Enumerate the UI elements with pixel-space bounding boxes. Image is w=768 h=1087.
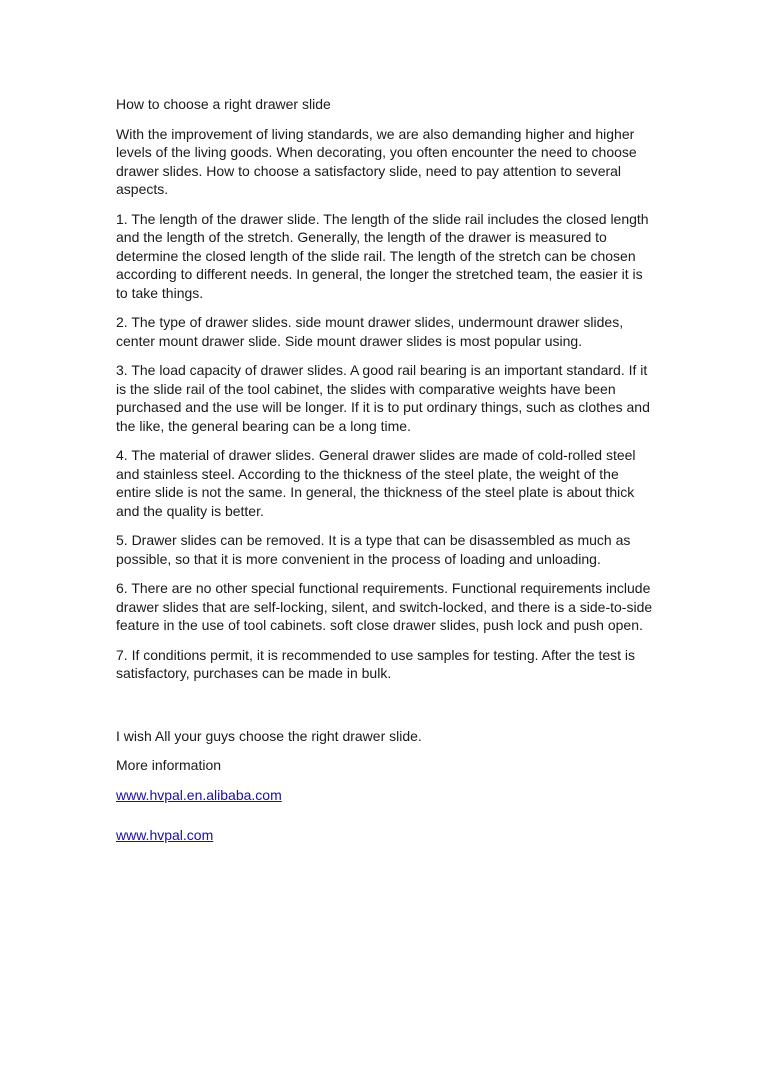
document-page [116,95,656,867]
more-information-label: More information [116,757,222,773]
point-1-paragraph: 1. The length of the drawer slide. The length of the slide rail includes the closed length and the length of the stretch. Generally, the length of the drawer is measured to determine the closed length of the slide rail. The length of the stretch can be chosen according to different needs. In general, the longer the stretched team, the easier it is to take things. [116,210,649,301]
point-7-paragraph: 7. If conditions permit, it is recommended to use samples for testing. After the test is satisfactory, purchases can be made in bulk. [116,646,636,681]
document-title: How to choose a right drawer slide [116,96,331,112]
intro-paragraph: With the improvement of living standards, we are also demanding higher and higher levels of the living goods. When decorating, you often encounter the need to choose drawer slides. How to choose a satisfactory slide, need to pay attention to several aspects. [116,125,637,197]
alibaba-store-link[interactable]: www.hvpal.en.alibaba.com [116,786,282,803]
point-6-paragraph: 6. There are no other special functional requirements. Functional requirements include drawer slides that are self-locking, silent, and switch-locked, and there is a side-to-side feature in the use of tool cabinets. soft close drawer slides, push lock and push open. [116,580,653,633]
link-row-website [116,826,656,856]
link-row-alibaba [116,786,656,816]
blank-space [116,694,656,727]
point-3-paragraph: 3. The load capacity of drawer slides. A good rail bearing is an important standard. If it is the slide rail of the tool cabinet, the slides with comparative weights have been purchased and the use will be longer. If it is to put ordinary things, such as clothes and the like, the general bearing can be a long time. [116,362,650,434]
closing-paragraph: I wish All your guys choose the right drawer slide. [116,727,422,744]
point-2-paragraph: 2. The type of drawer slides. side mount drawer slides, undermount drawer slides, center mount drawer slide. Side mount drawer slides is most popular using. [116,314,624,349]
point-5-paragraph: 5. Drawer slides can be removed. It is a type that can be disassembled as much as possible, so that it is more convenient in the process of loading and unloading. [116,532,631,567]
company-website-link[interactable]: www.hvpal.com [116,827,214,843]
point-4-paragraph: 4. The material of drawer slides. General drawer slides are made of cold-rolled steel and stainless steel. According to the thickness of the steel plate, the weight of the entire slide is not the same. In general, the thickness of the steel plate is about thick and the quality is better. [116,447,636,519]
